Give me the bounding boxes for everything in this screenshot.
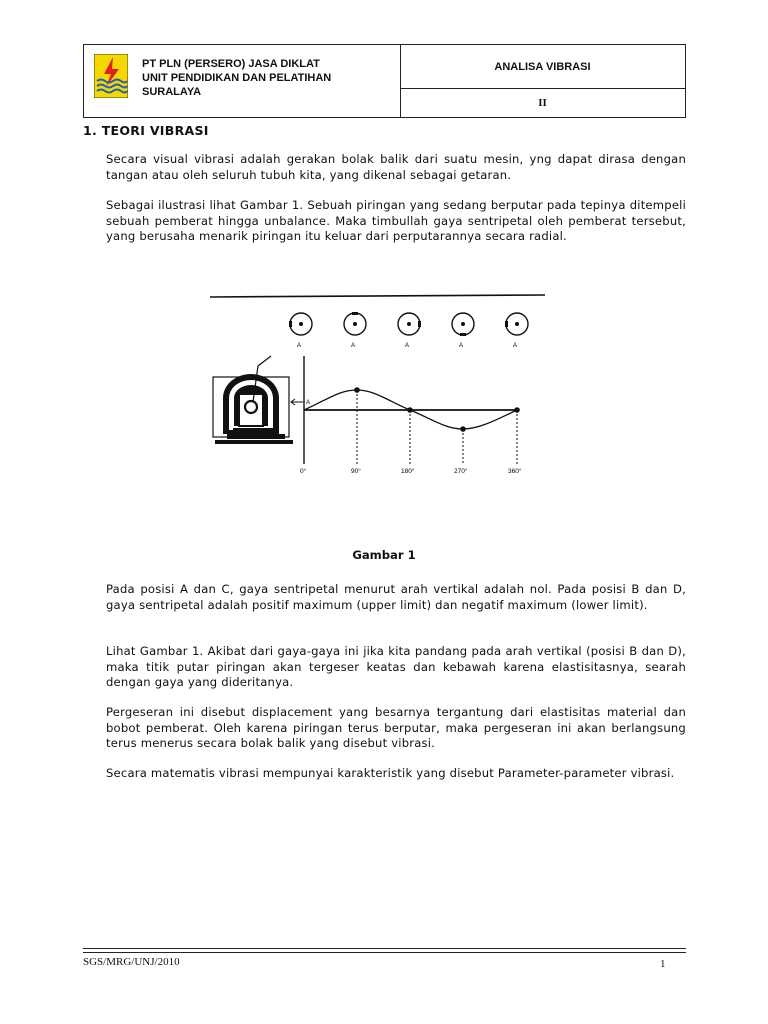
disc-position-5 [505,313,528,335]
point-270 [460,426,466,432]
page-number: 1 [660,958,666,970]
angle-label-0: 0° [300,468,307,475]
point-360 [514,407,520,413]
disc-position-1 [289,313,312,335]
paragraph-1: Secara visual vibrasi adalah gerakan bolak balik dari suatu mesin, yng dapat dirasa dengan tangan atau oleh seluruh tubuh kita, yang dikenal sebagai getaran. [106,152,686,182]
disc-position-3 [398,313,421,335]
chapter-number: II [538,97,547,109]
amplitude-label: A [306,400,311,406]
angle-label-360: 360° [508,468,522,475]
machine-drawing [213,356,293,444]
figure-vibration-diagram [205,288,550,488]
marker-label-5: A [513,343,518,349]
org-line-1: PT PLN (PERSERO) JASA DIKLAT [142,58,320,70]
footer-document-code: SGS/MRG/UNJ/2010 [83,956,180,968]
header-org-cell [84,45,401,117]
organization-name [142,57,331,99]
pln-logo-icon [94,54,128,98]
paragraph-5: Pergeseran ini disebut displacement yang besarnya tergantung dari elastisitas material dan bobot pemberat. Oleh karena piringan terus berputar, maka pergeseran ini akan berlangsung terus menerus secara bolak balik yang disebut vibrasi. [106,705,686,750]
paragraph-6: Secara matematis vibrasi mempunyai karakteristik yang disebut Parameter-parameter vibrasi. [106,766,675,780]
paragraph-3: Pada posisi A dan C, gaya sentripetal menurut arah vertikal adalah nol. Pada posisi B dan D, gaya sentripetal adalah positif maximum (upper limit) dan negatif maximum (lower limit). [106,582,686,612]
marker-label-3: A [405,343,410,349]
figure-top-rule [210,295,545,297]
marker-label-1: A [297,343,302,349]
org-line-2: UNIT PENDIDIKAN DAN PELATIHAN [142,72,332,84]
paragraph-2: Sebagai ilustrasi lihat Gambar 1. Sebuah piringan yang sedang berputar pada tepinya ditempeli sebuah pemberat hingga unbalance. Maka timbullah gaya sentripetal oleh pemberat tersebut, yang berusaha menarik piringan itu keluar dari perputarannya secara radial. [106,198,686,243]
section-title: 1. TEORI VIBRASI [83,123,209,138]
footer-rule-thick [83,948,686,949]
angle-label-90: 90° [351,468,361,475]
paragraph-4: Lihat Gambar 1. Akibat dari gaya-gaya ini jika kita pandang pada arah vertikal (posisi B dan D), maka titik putar piringan akan tergeser keatas dan kebawah karena elastisitasnya, searah dengan gaya yang dideritanya. [106,644,686,689]
disc-position-4 [452,313,474,336]
document-title: ANALISA VIBRASI [400,45,685,89]
amplitude-arrow [291,399,303,405]
footer-rule-thin [83,952,686,953]
document-header [83,44,686,118]
org-line-3: SURALAYA [142,86,202,98]
marker-label-2: A [351,343,356,349]
figure-caption: Gambar 1 [352,548,416,562]
point-180 [407,407,413,413]
angle-label-180: 180° [401,468,415,475]
point-90 [354,387,360,393]
marker-label-4: A [459,343,464,349]
disc-position-2 [344,312,366,335]
angle-label-270: 270° [454,468,468,475]
